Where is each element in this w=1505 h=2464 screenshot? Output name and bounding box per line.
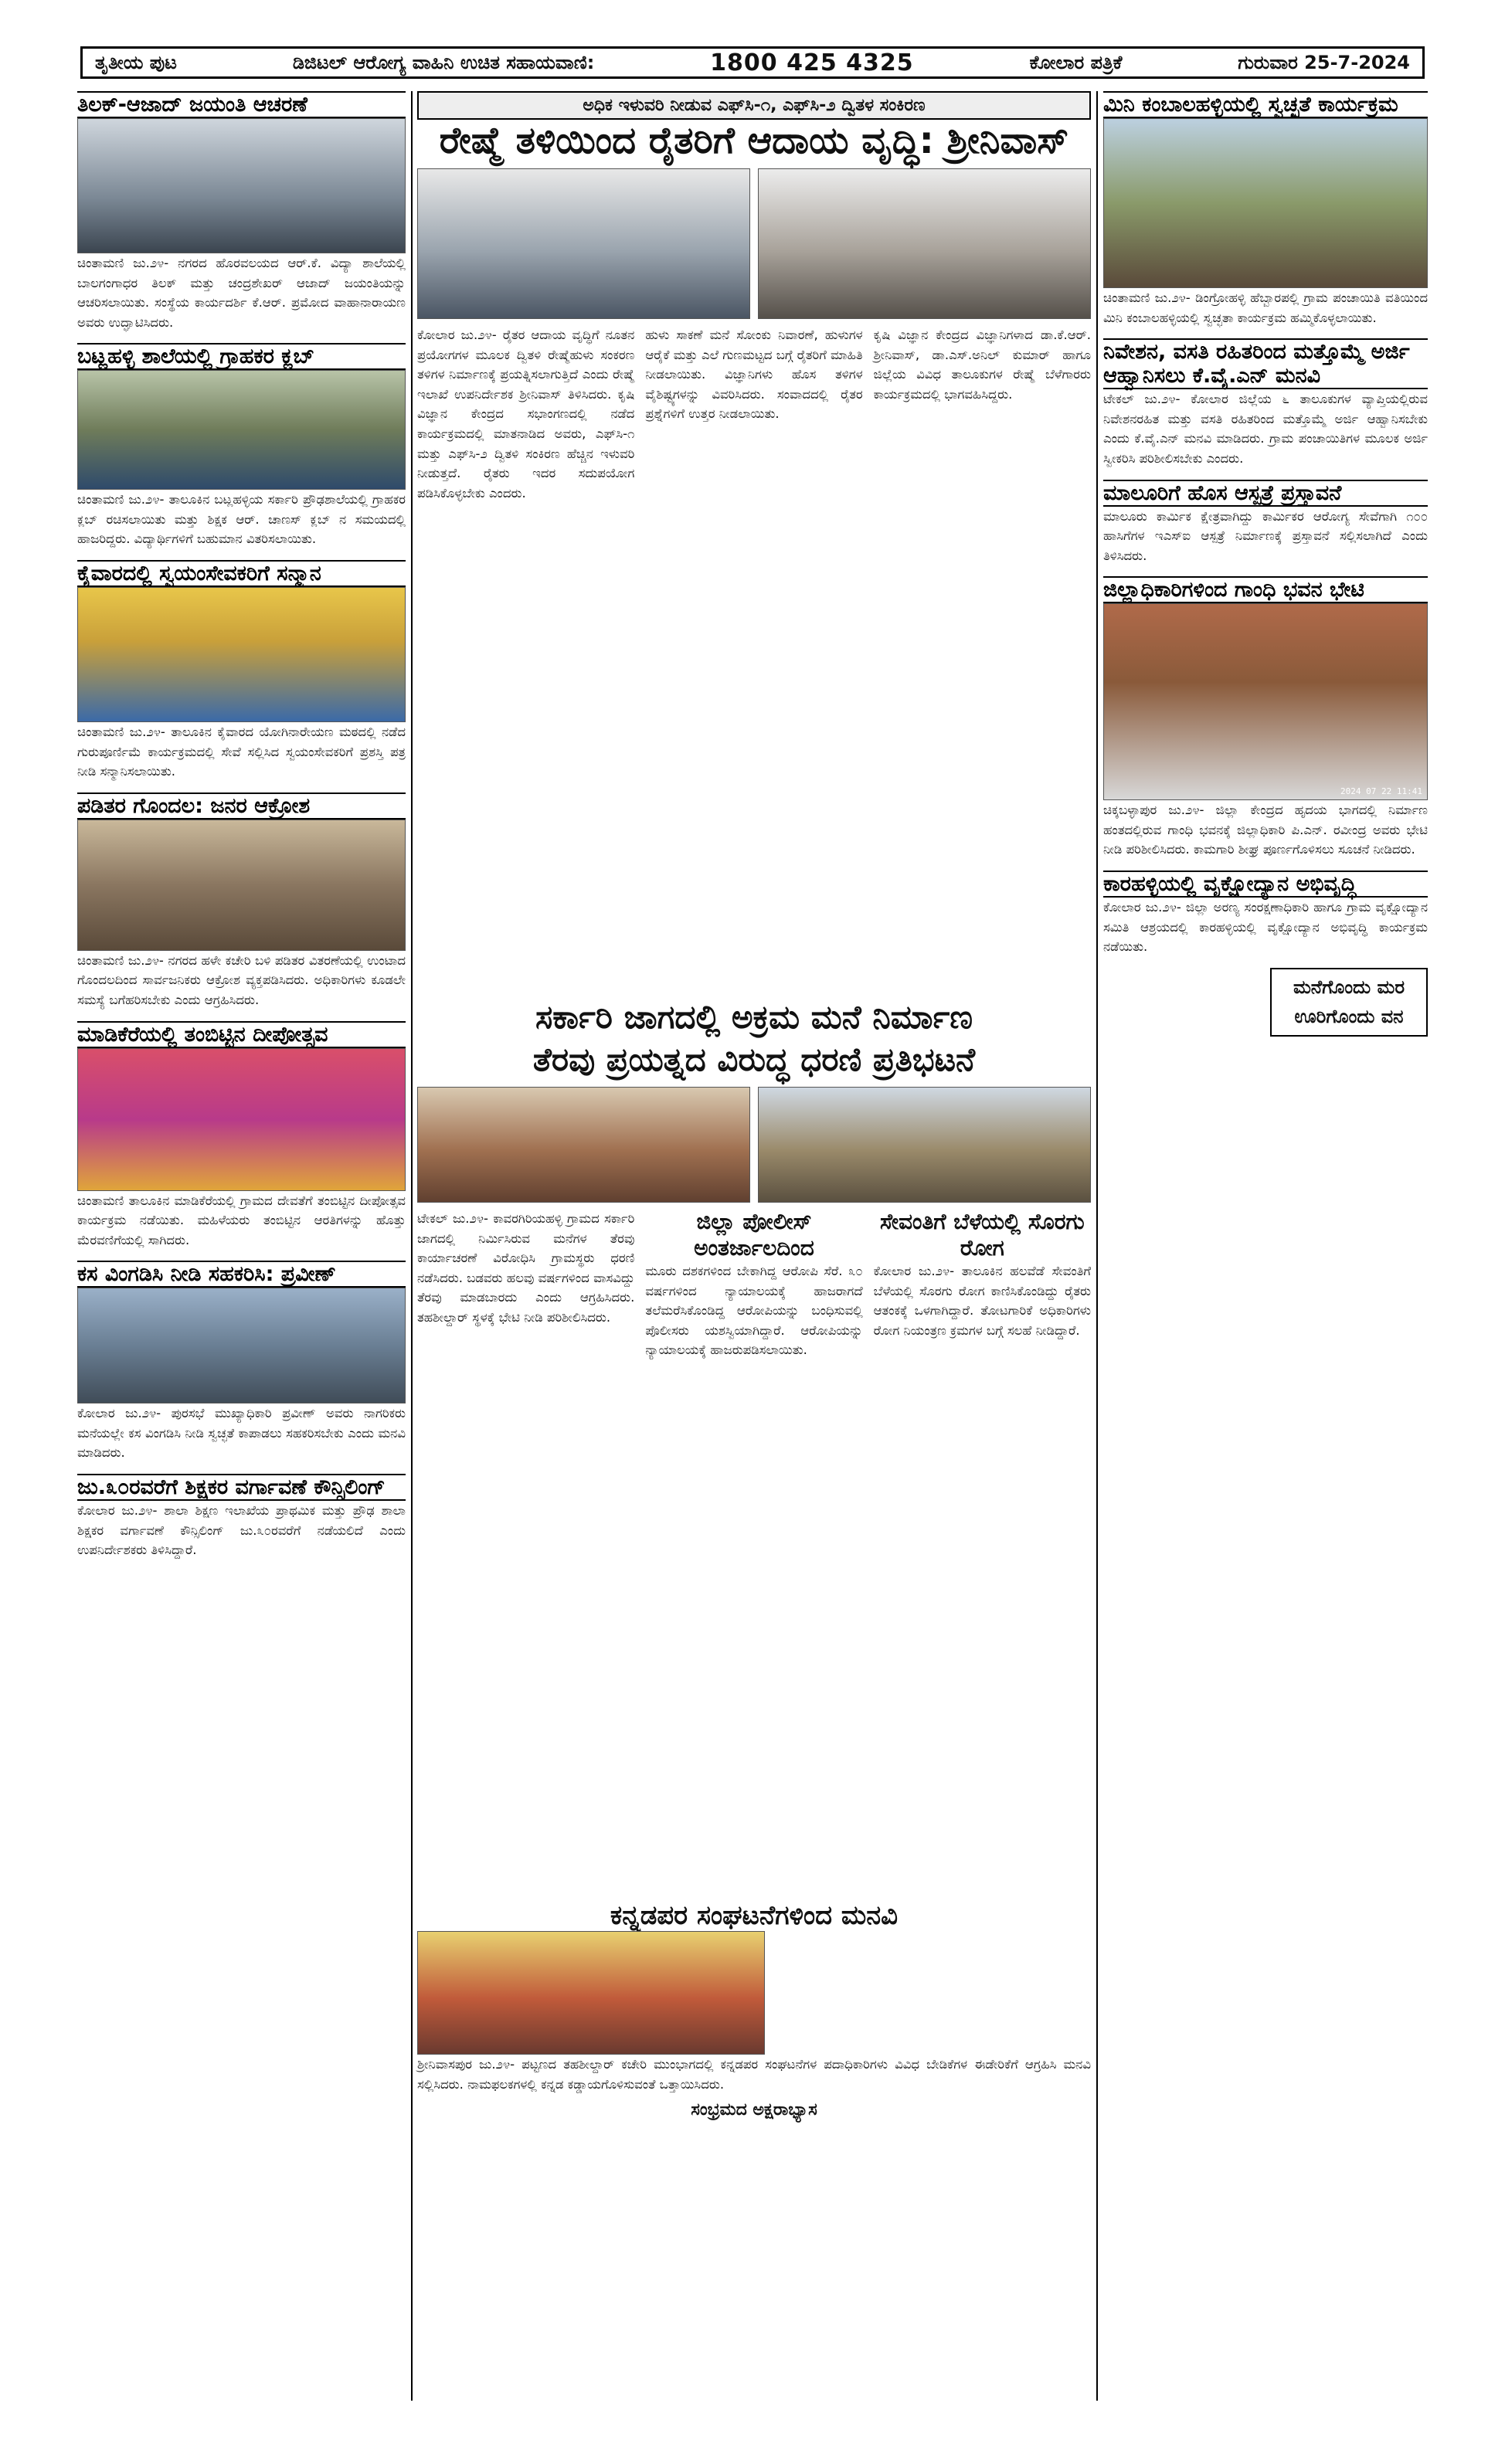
photo-volunteers: [77, 587, 406, 722]
photo-group: [77, 118, 406, 253]
story-headline: ಬಟ್ಲಹಳ್ಳಿ ಶಾಲೆಯಲ್ಲಿ ಗ್ರಾಹಕರ ಕ್ಲಬ್: [77, 343, 406, 370]
lead-body-2: ಹುಳು ಸಾಕಣೆ ಮನೆ ಸೋಂಕು ನಿವಾರಣೆ, ಹುಳುಗಳ ಆರೈಕೆ ಮತ್ತು ಎಲೆ ಗುಣಮಟ್ಟದ ಬಗ್ಗೆ ರೈತರಿಗೆ ಮಾಹಿತಿ ನೀಡಲಾಯಿತು. ವಿಜ್ಞಾನಿಗಳು ಹೊಸ ತಳಿಗಳ ವೈಶಿಷ್ಟ್ಯಗಳನ್ನು ವಿವರಿಸಿದರು. ಸಂವಾದದಲ್ಲಿ ರೈತರ ಪ್ರಶ್ನೆಗಳಿಗೆ ಉತ್ತರ ನೀಡಲಾಯಿತು.: [645, 328, 863, 422]
photo-cleanup: [1103, 118, 1428, 288]
lead-headline: ರೇಷ್ಮೆ ತಳಿಯಿಂದ ರೈತರಿಗೆ ಆದಾಯ ವೃದ್ಧಿ: ಶ್ರೀನಿವಾಸ್: [439, 119, 1069, 162]
photo-audience: [758, 168, 1091, 319]
third-story: [417, 1900, 1091, 2120]
story: [77, 1261, 406, 1463]
masthead: [80, 46, 1425, 79]
second-story: [417, 996, 1091, 1360]
story-headline: ಕಸ ವಿಂಗಡಿಸಿ ನೀಡಿ ಸಹಕರಿಸಿ: ಪ್ರವೀಣ್: [77, 1261, 406, 1288]
story: [1103, 576, 1428, 860]
story-body: ಕೋಲಾರ ಜು.೨೪- ತಾಲೂಕಿನ ಹಲವೆಡೆ ಸೇವಂತಿಗೆ ಬೆಳೆಯಲ್ಲಿ ಸೊರಗು ರೋಗ ಕಾಣಿಸಿಕೊಂಡಿದ್ದು ರೈತರು ಆತಂಕಕ್ಕೆ ಒಳಗಾಗಿದ್ದಾರೆ. ತೋಟಗಾರಿಕೆ ಅಧಿಕಾರಿಗಳು ರೋಗ ನಿಯಂತ್ರಣ ಕ್ರಮಗಳ ಬಗ್ಗೆ ಸಲಹೆ ನೀಡಿದ್ದಾರೆ.: [873, 1264, 1091, 1338]
lead-body-3: ಕೃಷಿ ವಿಜ್ಞಾನ ಕೇಂದ್ರದ ವಿಜ್ಞಾನಿಗಳಾದ ಡಾ.ಕೆ.ಆರ್. ಶ್ರೀನಿವಾಸ್, ಡಾ.ಎಸ್.ಅನಿಲ್ ಕುಮಾರ್ ಹಾಗೂ ಜಿಲ್ಲೆಯ ವಿವಿಧ ತಾಲೂಕುಗಳ ರೇಷ್ಮೆ ಬೆಳೆಗಾರರು ಕಾರ್ಯಕ್ರಮದಲ್ಲಿ ಭಾಗವಹಿಸಿದ್ದರು.: [873, 328, 1091, 402]
page-label: ತೃತೀಯ ಪುಟ: [95, 52, 177, 73]
sub-headline: ಜಿಲ್ಲಾ ಪೋಲೀಸ್ ಅಂತರ್ಜಾಲದಿಂದ: [694, 1209, 814, 1261]
photo-timestamp: 2024 07 22 11:41: [1340, 786, 1422, 797]
story-body: ಚಿಂತಾಮಣಿ ತಾಲೂಕಿನ ಮಾಡಿಕೆರೆಯಲ್ಲಿ ಗ್ರಾಮದ ದೇವತೆಗೆ ತಂಬಿಟ್ಟಿನ ದೀಪೋತ್ಸವ ಕಾರ್ಯಕ್ರಮ ನಡೆಯಿತು. ಮಹಿಳೆಯರು ತಂಬಿಟ್ಟಿನ ಆರತಿಗಳನ್ನು ಹೊತ್ತು ಮೆರವಣಿಗೆಯಲ್ಲಿ ಸಾಗಿದರು.: [77, 1193, 406, 1247]
story-headline-2: ತೆರವು ಪ್ರಯತ್ನದ ವಿರುದ್ಧ ಧರಣಿ ಪ್ರತಿಭಟನೆ: [532, 1040, 976, 1078]
kicker: ಅಧಿಕ ಇಳುವರಿ ನೀಡುವ ಎಫ್‌ಸಿ-೧, ಎಫ್‌ಸಿ-೨ ದ್ವಿತಳ ಸಂಕಿರಣ: [417, 91, 1091, 120]
story: [77, 1021, 406, 1251]
left-column: [77, 91, 406, 1571]
photo-protest: [417, 1087, 750, 1203]
photo-memorandum: [417, 1931, 765, 2055]
story-headline: ಮಾಲೂರಿಗೆ ಹೊಸ ಆಸ್ಪತ್ರೆ ಪ್ರಸ್ತಾವನೆ: [1103, 480, 1428, 507]
story: [77, 792, 406, 1010]
story-headline: ಸರ್ಕಾರಿ ಜಾಗದಲ್ಲಿ ಅಕ್ರಮ ಮನೆ ನಿರ್ಮಾಣ: [535, 998, 973, 1036]
story-headline: ಜಿಲ್ಲಾಧಿಕಾರಿಗಳಿಂದ ಗಾಂಧಿ ಭವನ ಭೇಟಿ: [1103, 576, 1428, 603]
story-body: ಕೋಲಾರ ಜು.೨೪- ಶಾಲಾ ಶಿಕ್ಷಣ ಇಲಾಖೆಯ ಪ್ರಾಥಮಿಕ ಮತ್ತು ಪ್ರೌಢ ಶಾಲಾ ಶಿಕ್ಷಕರ ವರ್ಗಾವಣೆ ಕೌನ್ಸಿಲಿಂಗ್ ಜು.೩೦ರವರೆಗೆ ನಡೆಯಲಿದೆ ಎಂದು ಉಪನಿರ್ದೇಶಕರು ತಿಳಿಸಿದ್ದಾರೆ.: [77, 1503, 406, 1558]
column-rule: [1096, 91, 1098, 2401]
story-body: ಟೇಕಲ್ ಜು.೨೪- ಕಾವರಗಿರಿಯಹಳ್ಳಿ ಗ್ರಾಮದ ಸರ್ಕಾರಿ ಜಾಗದಲ್ಲಿ ನಿರ್ಮಿಸಿರುವ ಮನೆಗಳ ತೆರವು ಕಾರ್ಯಾಚರಣೆ ವಿರೋಧಿಸಿ ಗ್ರಾಮಸ್ಥರು ಧರಣಿ ನಡೆಸಿದರು. ಬಡವರು ಹಲವು ವರ್ಷಗಳಿಂದ ವಾಸವಿದ್ದು ತೆರವು ಮಾಡಬಾರದು ಎಂದು ಆಗ್ರಹಿಸಿದರು. ತಹಶೀಲ್ದಾರ್ ಸ್ಥಳಕ್ಕೆ ಭೇಟಿ ನೀಡಿ ಪರಿಶೀಲಿಸಿದರು.: [417, 1211, 635, 1325]
issue-date: ಗುರುವಾರ 25-7-2024: [1238, 52, 1410, 73]
story-body: ಚಿಂತಾಮಣಿ ಜು.೨೪- ಡಿಂಗ್ರೋಹಳ್ಳಿ ಹೆಬ್ಬಾರಪಲ್ಲಿ ಗ್ರಾಮ ಪಂಚಾಯಿತಿ ವತಿಯಿಂದ ಮಿನಿ ಕಂಬಾಲಹಳ್ಳಿಯಲ್ಲಿ ಸ್ವಚ್ಛತಾ ಕಾರ್ಯಕ್ರಮ ಹಮ್ಮಿಕೊಳ್ಳಲಾಯಿತು.: [1103, 290, 1428, 325]
helpline-number: 1800 425 4325: [710, 49, 914, 76]
story-body: ಚಿಕ್ಕಬಳ್ಳಾಪುರ ಜು.೨೪- ಜಿಲ್ಲಾ ಕೇಂದ್ರದ ಹೃದಯ ಭಾಗದಲ್ಲಿ ನಿರ್ಮಾಣ ಹಂತದಲ್ಲಿರುವ ಗಾಂಧಿ ಭವನಕ್ಕೆ ಜಿಲ್ಲಾಧಿಕಾರಿ ಪಿ.ಎನ್. ರವೀಂದ್ರ ಅವರು ಭೇಟಿ ನೀಡಿ ಪರಿಶೀಲಿಸಿದರು. ಕಾಮಗಾರಿ ಶೀಘ್ರ ಪೂರ್ಣಗೊಳಿಸಲು ಸೂಚನೆ ನೀಡಿದರು.: [1103, 803, 1428, 857]
slogan-line: ಊರಿಗೊಂದು ವನ: [1294, 1006, 1404, 1028]
story-body: ಚಿಂತಾಮಣಿ ಜು.೨೪- ನಗರದ ಹಳೇ ಕಚೇರಿ ಬಳಿ ಪಡಿತರ ವಿತರಣೆಯಲ್ಲಿ ಉಂಟಾದ ಗೊಂದಲದಿಂದ ಸಾರ್ವಜನಿಕರು ಆಕ್ರೋಶ ವ್ಯಕ್ತಪಡಿಸಿದರು. ಅಧಿಕಾರಿಗಳು ಕೂಡಲೇ ಸಮಸ್ಯೆ ಬಗೆಹರಿಸಬೇಕು ಎಂದು ಆಗ್ರಹಿಸಿದರು.: [77, 952, 406, 1007]
story-body: ಚಿಂತಾಮಣಿ ಜು.೨೪- ತಾಲೂಕಿನ ಬಟ್ಲಹಳ್ಳಿಯ ಸರ್ಕಾರಿ ಪ್ರೌಢಶಾಲೆಯಲ್ಲಿ ಗ್ರಾಹಕರ ಕ್ಲಬ್ ರಚಿಸಲಾಯಿತು ಮತ್ತು ಶಿಕ್ಷಕ ಆರ್. ಚಾಣಸ್ ಕ್ಲಬ್ ನ ಸಮಯದಲ್ಲಿ ಹಾಜರಿದ್ದರು. ವಿದ್ಯಾರ್ಥಿಗಳಿಗೆ ಬಹುಮಾನ ವಿತರಿಸಲಾಯಿತು.: [77, 492, 406, 547]
slogan-line: ಮನೆಗೊಂದು ಮರ: [1293, 976, 1405, 998]
story: [1103, 871, 1428, 957]
story-body: ಟೇಕಲ್ ಜು.೨೪- ಕೋಲಾರ ಜಿಲ್ಲೆಯ ೬ ತಾಲೂಕುಗಳ ವ್ಯಾಪ್ತಿಯಲ್ಲಿರುವ ನಿವೇಶನರಹಿತ ಮತ್ತು ವಸತಿ ರಹಿತರಿಂದ ಮತ್ತೊಮ್ಮೆ ಅರ್ಜಿ ಆಹ್ವಾನಿಸಬೇಕು ಎಂದು ಕೆ.ವೈ.ಎನ್ ಮನವಿ ಮಾಡಿದರು. ಗ್ರಾಮ ಪಂಚಾಯಿತಿಗಳ ಮೂಲಕ ಅರ್ಜಿ ಸ್ವೀಕರಿಸಿ ಪರಿಶೀಲಿಸಬೇಕು ಎಂದರು.: [1103, 392, 1428, 466]
lead-body: ಕೋಲಾರ ಜು.೨೪- ರೈತರ ಆದಾಯ ವೃದ್ಧಿಗೆ ನೂತನ ಪ್ರಯೋಗಗಳ ಮೂಲಕ ದ್ವಿತಳಿ ರೇಷ್ಮೆಹುಳು ಸಂಕರಣ ತಳಿಗಳ ನಿರ್ಮಾಣಕ್ಕೆ ಪ್ರಯತ್ನಿಸಲಾಗುತ್ತಿದೆ ಎಂದು ರೇಷ್ಮೆ ಇಲಾಖೆ ಉಪನಿರ್ದೇಶಕ ಶ್ರೀನಿವಾಸ್ ತಿಳಿಸಿದರು. ಕೃಷಿ ವಿಜ್ಞಾನ ಕೇಂದ್ರದ ಸಭಾಂಗಣದಲ್ಲಿ ನಡೆದ ಕಾರ್ಯಕ್ರಮದಲ್ಲಿ ಮಾತನಾಡಿದ ಅವರು, ಎಫ್‌ಸಿ-೧ ಮತ್ತು ಎಫ್‌ಸಿ-೨ ದ್ವಿತಳಿ ಸಂಕಿರಣ ಹೆಚ್ಚಿನ ಇಳುವರಿ ನೀಡುತ್ತದೆ. ರೈತರು ಇದರ ಸದುಪಯೋಗ ಪಡಿಸಿಕೊಳ್ಳಬೇಕು ಎಂದರು.: [417, 328, 635, 501]
story: [1103, 338, 1428, 468]
photo-meeting: [77, 1288, 406, 1403]
sub-headline: ಸಂಭ್ರಮದ ಅಕ್ಷರಾಭ್ಯಾಸ: [691, 2100, 817, 2120]
story-body: ಚಿಂತಾಮಣಿ ಜು.೨೪- ತಾಲೂಕಿನ ಕೈವಾರದ ಯೋಗಿನಾರೇಯಣ ಮಠದಲ್ಲಿ ನಡೆದ ಗುರುಪೂರ್ಣಿಮೆ ಕಾರ್ಯಕ್ರಮದಲ್ಲಿ ಸೇವೆ ಸಲ್ಲಿಸಿದ ಸ್ವಯಂಸೇವಕರಿಗೆ ಪ್ರಶಸ್ತಿ ಪತ್ರ ನೀಡಿ ಸನ್ಮಾನಿಸಲಾಯಿತು.: [77, 725, 406, 779]
story-headline: ಕಾರಹಳ್ಳಿಯಲ್ಲಿ ವೃಕ್ಷೋದ್ಯಾನ ಅಭಿವೃದ್ಧಿ: [1103, 871, 1428, 898]
slogan-box: [1270, 968, 1428, 1037]
story: [77, 560, 406, 782]
story-headline: ಕನ್ನಡಪರ ಸಂಘಟನೆಗಳಿಂದ ಮನವಿ: [610, 1900, 899, 1931]
story: [1103, 91, 1428, 328]
photo-students: [77, 370, 406, 490]
story: [77, 91, 406, 332]
story-headline: ಜು.೩೦ರವರೆಗೆ ಶಿಕ್ಷಕರ ವರ್ಗಾವಣೆ ಕೌನ್ಸಿಲಿಂಗ್: [77, 1474, 406, 1501]
story-body: ಚಿಂತಾಮಣಿ ಜು.೨೪- ನಗರದ ಹೊರವಲಯದ ಆರ್.ಕೆ. ವಿದ್ಯಾ ಶಾಲೆಯಲ್ಲಿ ಬಾಲಗಂಗಾಧರ ತಿಲಕ್ ಮತ್ತು ಚಂದ್ರಶೇಖರ್ ಆಜಾದ್ ಜಯಂತಿಯನ್ನು ಆಚರಿಸಲಾಯಿತು. ಸಂಸ್ಥೆಯ ಕಾರ್ಯದರ್ಶಿ ಕೆ.ಆರ್. ಪ್ರಮೋದ ವಾಹಾನಾರಾಯಣ ಅವರು ಉದ್ಘಾಟಿಸಿದರು.: [77, 256, 406, 330]
story-headline: ಮಾಡಿಕೆರೆಯಲ್ಲಿ ತಂಬಿಟ್ಟಿನ ದೀಪೋತ್ಸವ: [77, 1021, 406, 1048]
story-body: ಕೋಲಾರ ಜು.೨೪- ಪುರಸಭೆ ಮುಖ್ಯಾಧಿಕಾರಿ ಪ್ರವೀಣ್ ಅವರು ನಾಗರಿಕರು ಮನೆಯಲ್ಲೇ ಕಸ ವಿಂಗಡಿಸಿ ನೀಡಿ ಸ್ವಚ್ಛತೆ ಕಾಪಾಡಲು ಸಹಕರಿಸಬೇಕು ಎಂದು ಮನವಿ ಮಾಡಿದರು.: [77, 1406, 406, 1461]
story-headline: ಪಡಿತರ ಗೊಂದಲ: ಜನರ ಆಕ್ರೋಶ: [77, 792, 406, 820]
story-body: ಕೋಲಾರ ಜು.೨೪- ಜಿಲ್ಲಾ ಅರಣ್ಯ ಸಂರಕ್ಷಣಾಧಿಕಾರಿ ಹಾಗೂ ಗ್ರಾಮ ವೃಕ್ಷೋದ್ಯಾನ ಸಮಿತಿ ಆಶ್ರಯದಲ್ಲಿ ಕಾರಹಳ್ಳಿಯಲ್ಲಿ ವೃಕ್ಷೋದ್ಯಾನ ಅಭಿವೃದ್ಧಿ ಕಾರ್ಯಕ್ರಮ ನಡೆಯಿತು.: [1103, 900, 1428, 955]
story-headline: ನಿವೇಶನ, ವಸತಿ ರಹಿತರಿಂದ ಮತ್ತೊಮ್ಮೆ ಅರ್ಜಿ ಆಹ್ವಾನಿಸಲು ಕೆ.ವೈ.ಎನ್ ಮನವಿ: [1103, 338, 1428, 389]
column-rule: [411, 91, 413, 2401]
paper-name: ಕೋಲಾರ ಪತ್ರಿಕೆ: [1029, 52, 1123, 73]
sub-headline: ಸೇವಂತಿಗೆ ಬೆಳೆಯಲ್ಲಿ ಸೊರಗು ರೋಗ: [880, 1209, 1085, 1261]
story: [1103, 480, 1428, 566]
story-headline: ತಿಲಕ್-ಆಜಾದ್ ಜಯಂತಿ ಆಚರಣೆ: [77, 91, 406, 118]
photo-corridor: [1103, 603, 1428, 800]
photo-seminar: [417, 168, 750, 319]
story-headline: ಮಿನಿ ಕಂಬಾಲಹಳ್ಳಿಯಲ್ಲಿ ಸ್ವಚ್ಛತೆ ಕಾರ್ಯಕ್ರಮ: [1103, 91, 1428, 118]
photo-site: [758, 1087, 1091, 1203]
story-body: ಮೂರು ದಶಕಗಳಿಂದ ಬೇಕಾಗಿದ್ದ ಆರೋಪಿ ಸೆರೆ. ೩೦ ವರ್ಷಗಳಿಂದ ನ್ಯಾಯಾಲಯಕ್ಕೆ ಹಾಜರಾಗದೆ ತಲೆಮರೆಸಿಕೊಂಡಿದ್ದ ಆರೋಪಿಯನ್ನು ಬಂಧಿಸುವಲ್ಲಿ ಪೊಲೀಸರು ಯಶಸ್ವಿಯಾಗಿದ್ದಾರೆ. ಆರೋಪಿಯನ್ನು ನ್ಯಾಯಾಲಯಕ್ಕೆ ಹಾಜರುಪಡಿಸಲಾಯಿತು.: [645, 1264, 863, 1358]
story-body: ಮಾಲೂರು ಕಾರ್ಮಿಕ ಕ್ಷೇತ್ರವಾಗಿದ್ದು ಕಾರ್ಮಿಕರ ಆರೋಗ್ಯ ಸೇವೆಗಾಗಿ ೧೦೦ ಹಾಸಿಗೆಗಳ ಇಎಸ್‌ಐ ಆಸ್ಪತ್ರೆ ನಿರ್ಮಾಣಕ್ಕೆ ಪ್ರಸ್ತಾವನೆ ಸಲ್ಲಿಸಲಾಗಿದೆ ಎಂದು ತಿಳಿಸಿದರು.: [1103, 508, 1428, 563]
right-column: [1103, 91, 1428, 1037]
story-body: ಶ್ರೀನಿವಾಸಪುರ ಜು.೨೪- ಪಟ್ಟಣದ ತಹಶೀಲ್ದಾರ್ ಕಚೇರಿ ಮುಂಭಾಗದಲ್ಲಿ ಕನ್ನಡಪರ ಸಂಘಟನೆಗಳ ಪದಾಧಿಕಾರಿಗಳು ವಿವಿಧ ಬೇಡಿಕೆಗಳ ಈಡೇರಿಕೆಗೆ ಆಗ್ರಹಿಸಿ ಮನವಿ ಸಲ್ಲಿಸಿದರು. ನಾಮಫಲಕಗಳಲ್ಲಿ ಕನ್ನಡ ಕಡ್ಡಾಯಗೊಳಿಸುವಂತೆ ಒತ್ತಾಯಿಸಿದರು.: [417, 2057, 1091, 2092]
story: [77, 343, 406, 549]
story-headline: ಕೈವಾರದಲ್ಲಿ ಸ್ವಯಂಸೇವಕರಿಗೆ ಸನ್ಮಾನ: [77, 560, 406, 587]
story: [77, 1474, 406, 1560]
photo-festival: [77, 1048, 406, 1191]
helpline-label: ಡಿಜಿಟಲ್ ಆರೋಗ್ಯ ವಾಹಿನಿ ಉಚಿತ ಸಹಾಯವಾಣಿ:: [292, 52, 595, 73]
lead-story: [417, 91, 1091, 503]
photo-queue: [77, 820, 406, 951]
